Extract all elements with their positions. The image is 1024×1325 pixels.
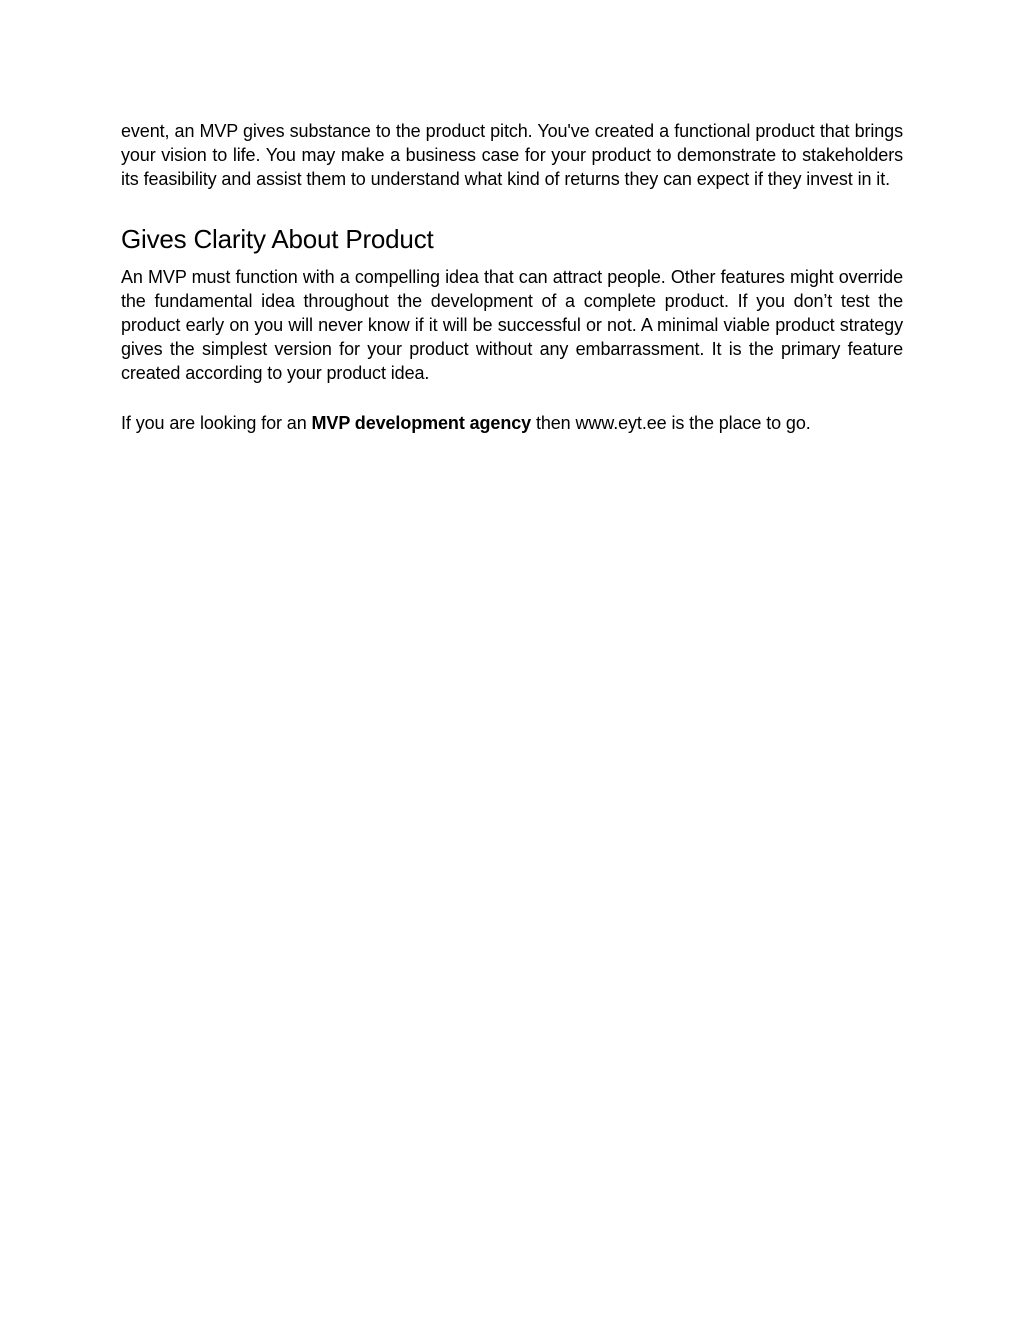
intro-paragraph: event, an MVP gives substance to the product pitch. You've created a functional product that brings your vision to life. You may make a business case for your product to demonstrate to stakeholders its feasibility and assist them to understand what kind of returns they can expect if they invest in it. <box>121 121 903 190</box>
section-heading: Gives Clarity About Product <box>121 223 434 254</box>
section-paragraph: An MVP must function with a compelling idea that can attract people. Other features might override the fundamental idea throughout the development of a complete product. If you don’t test the product early on you will never know if it will be successful or not. A minimal viable product strategy gives the simplest version for your product without any embarrassment. It is the primary feature created according to your product idea. <box>121 266 903 384</box>
mvp-agency-emphasis: MVP development agency <box>311 412 532 433</box>
document-page <box>121 119 903 435</box>
closing-suffix: then www.eyt.ee is the place to go. <box>531 412 811 433</box>
closing-prefix: If you are looking for an <box>121 412 312 433</box>
closing-paragraph <box>121 411 903 435</box>
